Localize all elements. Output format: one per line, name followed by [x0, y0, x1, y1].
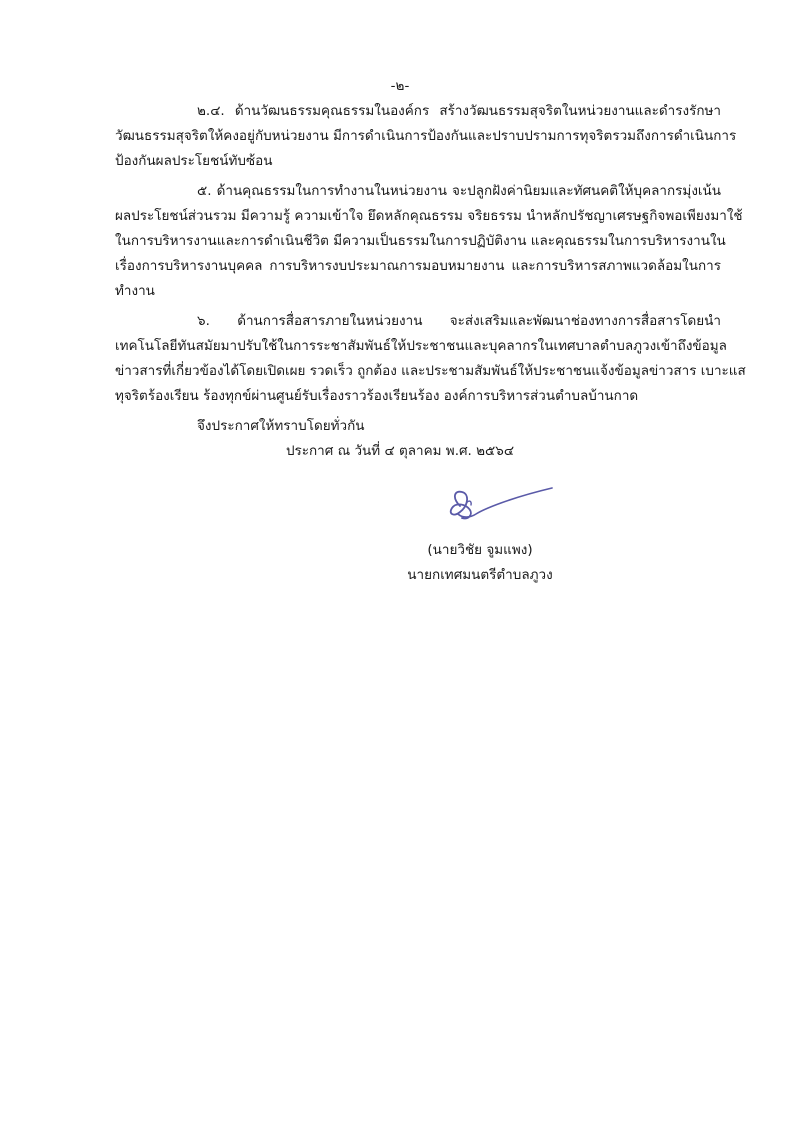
- section-5-line-1: ๕. ด้านคุณธรรมในการทำงานในหน่วยงาน จะปลูกฝังค่านิยมและทัศนคติให้บุคลากรมุ่งเน้น: [197, 183, 721, 199]
- signature-image: [440, 484, 560, 534]
- section-6-line-4: ทุจริตร้องเรียน ร้องทุกข์ผ่านศูนย์รับเรื่องราวร้องเรียนร้อง องค์การบริหารส่วนตำบลบ้านกาด: [115, 388, 639, 404]
- section-2-4-line-1: ๒.๔. ด้านวัฒนธรรมคุณธรรมในองค์กร สร้างวัฒนธรรมสุจริตในหน่วยงานและดำรงรักษา: [197, 103, 721, 119]
- section-6-line-2: เทคโนโลยีทันสมัยมาปรับใช้ในการระชาสัมพันธ์ให้ประชาชนและบุคลากรในเทศบาลตำบลภูวงเข้าถึงข้อมูล: [115, 338, 727, 354]
- section-6-line-1: ๖. ด้านการสื่อสารภายในหน่วยงาน จะส่งเสริมและพัฒนาช่องทางการสื่อสารโดยนำ: [197, 313, 721, 329]
- closing-statement: จึงประกาศให้ทราบโดยทั่วกัน: [197, 418, 365, 434]
- announcement-date: ประกาศ ณ วันที่ ๔ ตุลาคม พ.ศ. ๒๕๖๔: [285, 443, 515, 459]
- section-2-4-line-2: วัฒนธรรมสุจริตให้คงอยู่กับหน่วยงาน มีการดำเนินการป้องกันและปราบปรามการทุจริตรวมถึงการดำเนินการ: [115, 128, 737, 144]
- section-5-line-2: ผลประโยชน์ส่วนรวม มีความรู้ ความเข้าใจ ยึดหลักคุณธรรม จริยธรรม นำหลักปรัชญาเศรษฐกิจพอเพียงมาใช้: [115, 208, 743, 224]
- page-number: -๒-: [390, 78, 410, 94]
- signer-name: (นายวิชัย จูมแพง): [427, 542, 533, 558]
- section-5-line-5: ทำงาน: [115, 283, 155, 299]
- section-5-line-3: ในการบริหารงานและการดำเนินชีวิต มีความเป็นธรรมในการปฏิบัติงาน และคุณธรรมในการบริหารงานใน: [115, 233, 726, 249]
- section-5-line-4: เรื่องการบริหารงานบุคคล การบริหารงบประมาณการมอบหมายงาน และการบริหารสภาพแวดล้อมในการ: [115, 258, 721, 274]
- section-6-line-3: ข่าวสารที่เกี่ยวข้องได้โดยเปิดเผย รวดเร็ว ถูกต้อง และประชามสัมพันธ์ให้ประชาชนแจ้งข้อมูลข่าวสาร เบาะแส: [115, 363, 746, 379]
- signer-position: นายกเทศมนตรีตำบลภูวง: [407, 567, 553, 583]
- section-2-4-line-3: ป้องกันผลประโยชน์ทับซ้อน: [115, 153, 273, 169]
